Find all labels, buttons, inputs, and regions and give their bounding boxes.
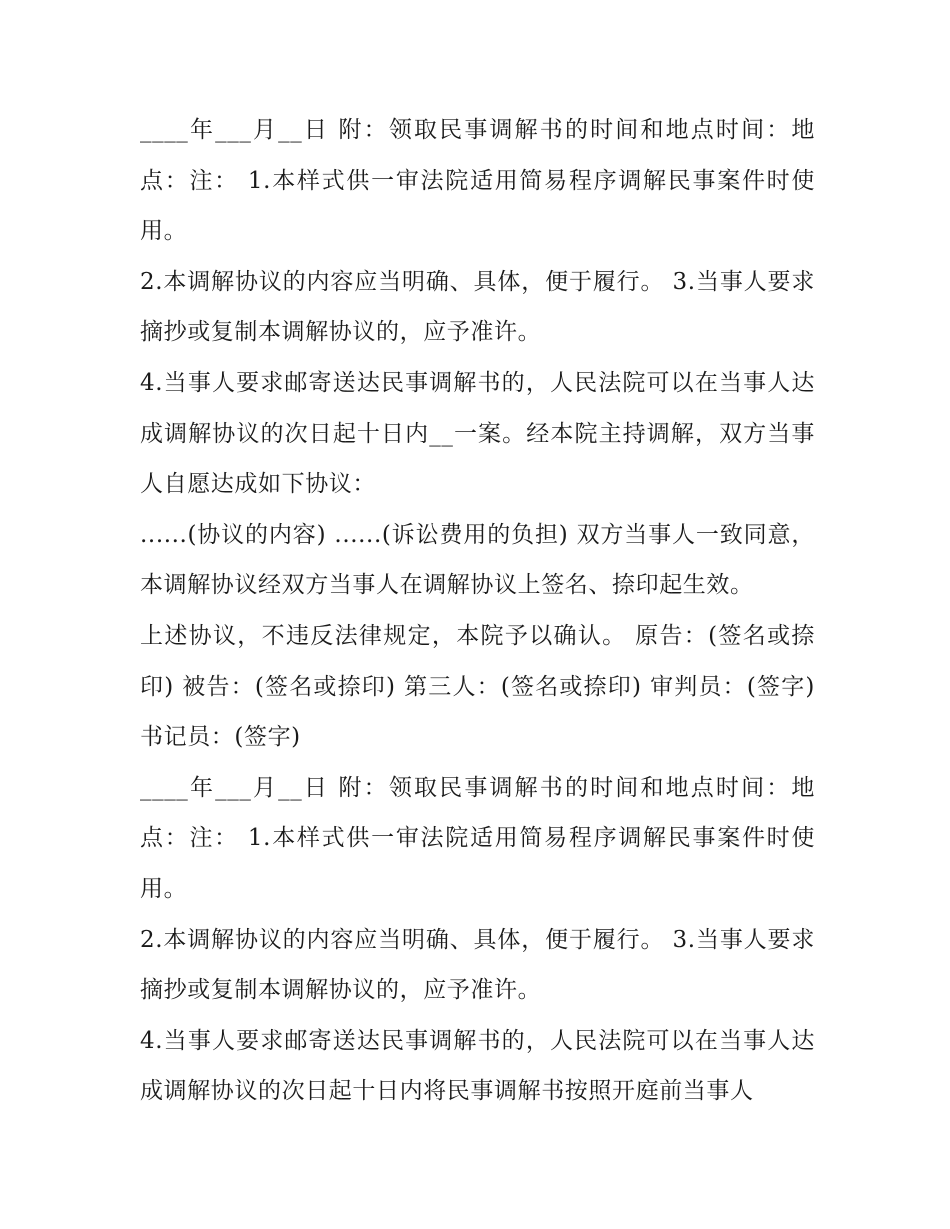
paragraph-note-4-and-case: 4.当事人要求邮寄送达民事调解书的，人民法院可以在当事人达成调解协议的次日起十日内__一案。经本院主持调解，双方当事人自愿达成如下协议： [140,369,815,498]
paragraph-date-and-notes: ____年___月__日 附：领取民事调解书的时间和地点时间：地点：注： 1.本样式供一审法院适用简易程序调解民事案件时使用。 [140,117,815,245]
document-body [140,105,815,1117]
paragraph-notes-2-3: 2.本调解协议的内容应当明确、具体，便于履行。 3.当事人要求摘抄或复制本调解协议的，应予准许。 [140,268,815,346]
paragraph-notes-2-3-repeat: 2.本调解协议的内容应当明确、具体，便于履行。 3.当事人要求摘抄或复制本调解协议的，应予准许。 [140,926,815,1004]
paragraph-date-and-notes-repeat: ____年___月__日 附：领取民事调解书的时间和地点时间：地点：注： 1.本样式供一审法院适用简易程序调解民事案件时使用。 [140,774,815,902]
paragraph-confirmation-signatures: 上述协议，不违反法律规定，本院予以确认。 原告：(签名或捺印) 被告：(签名或捺印) 第三人：(签名或捺印) 审判员：(签字) 书记员：(签字) [140,622,815,751]
paragraph-agreement-content: ......(协议的内容) ......(诉讼费用的负担) 双方当事人一致同意，本调解协议经双方当事人在调解协议上签名、捺印起生效。 [140,521,815,599]
paragraph-note-4-repeat: 4.当事人要求邮寄送达民事调解书的，人民法院可以在当事人达成调解协议的次日起十日内将民事调解书按照开庭前当事人 [140,1027,815,1105]
